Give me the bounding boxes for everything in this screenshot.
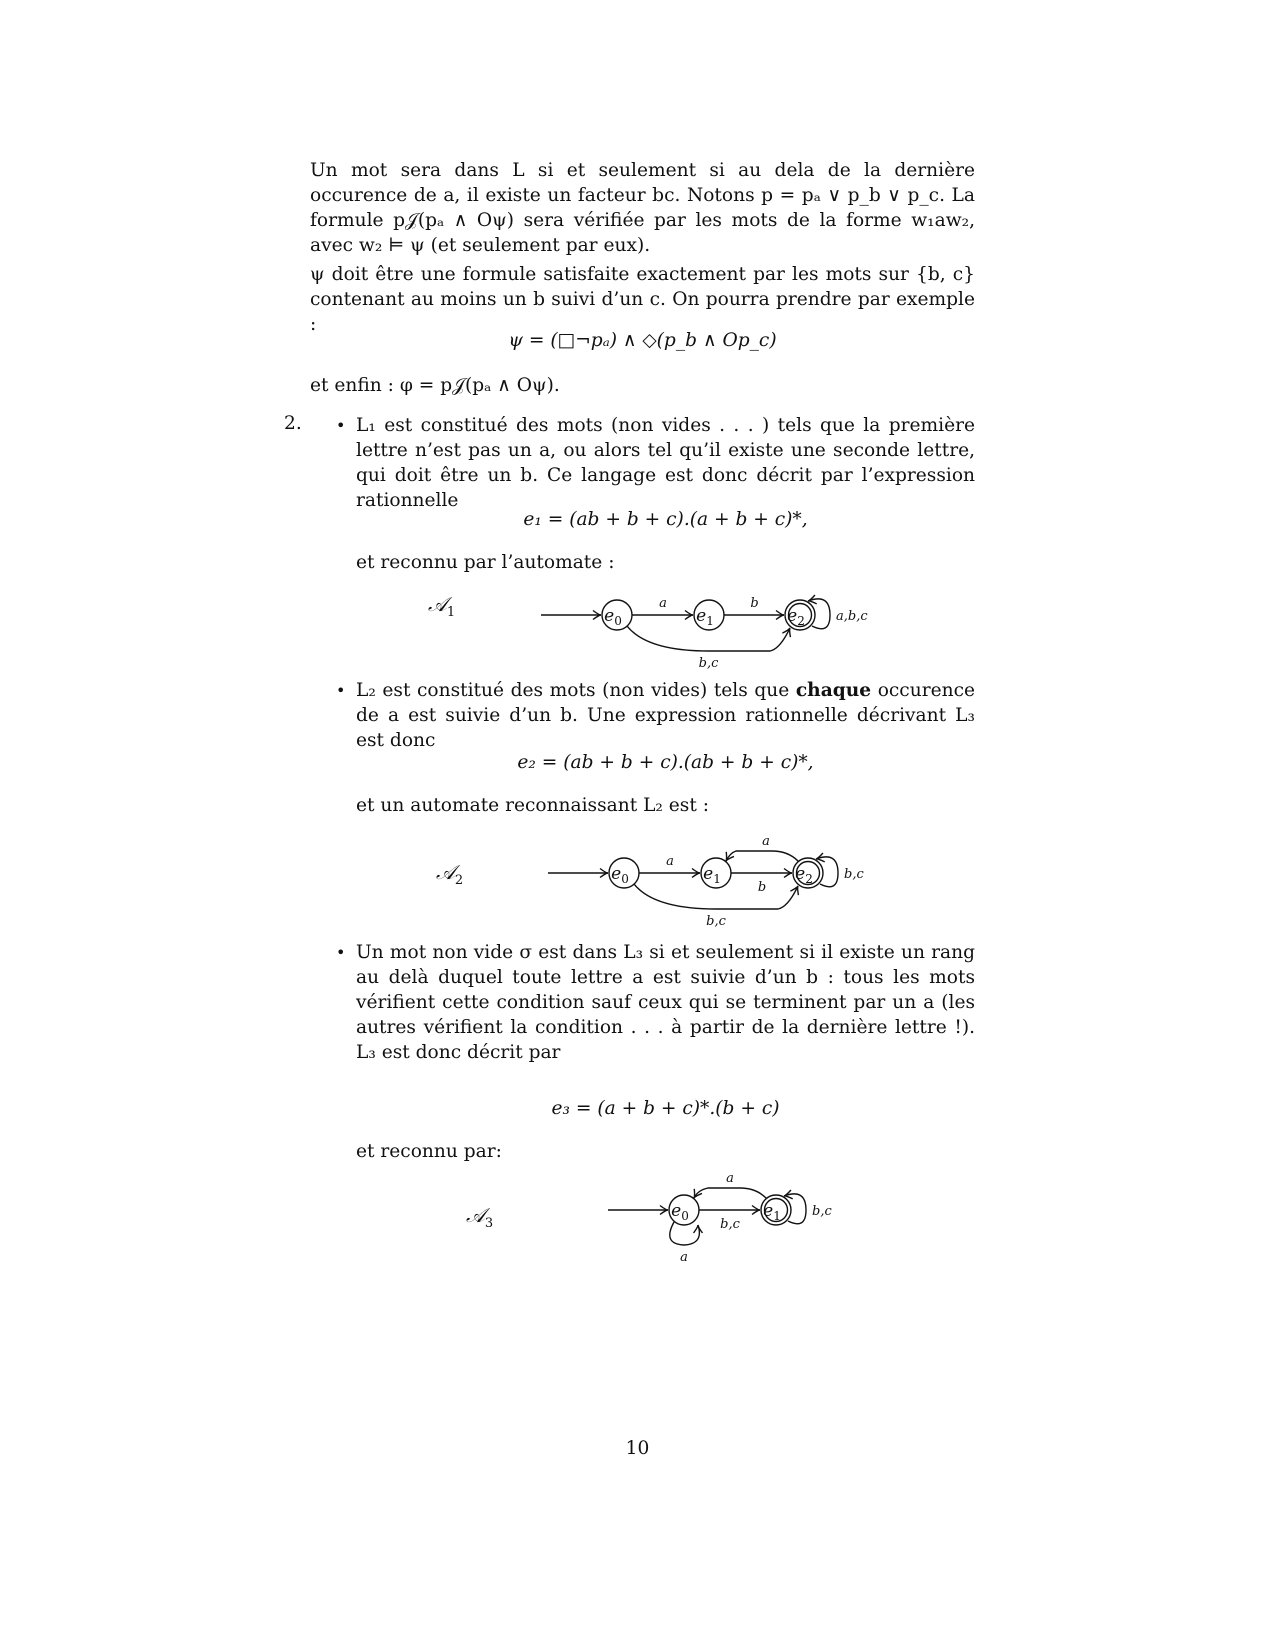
edge-label-a1-e2-loop: a,b,c: [836, 609, 868, 624]
automaton-label-letter: 𝒜: [466, 1203, 485, 1227]
emphasis-chaque: chaque: [795, 680, 872, 701]
edge-arrowhead: [694, 1225, 703, 1233]
equation-e3: e₃ = (a + b + c)*.(b + c): [551, 1098, 780, 1119]
edge-label-a1-e0-e2: b,c: [698, 656, 719, 671]
state-label-e1: $e_1$: [763, 1201, 781, 1223]
paragraph-l3: Un mot non vide σ est dans L₃ si et seulement si il existe un rang au delà duquel toute lettre a est suivie d’un b : tous les mots vérifient cette condition sauf ceux qui se terminent par un a (les autres vérifient la condition . . . à partir de la dernière lettre !). L₃ est donc décrit par: [356, 942, 975, 1063]
automaton-a3-label: [466, 1203, 493, 1231]
automaton-label-index: 3: [484, 1216, 494, 1231]
state-label-e0: $e_0$: [611, 864, 629, 886]
state-label-e0: $e_0$: [671, 1201, 689, 1223]
edge-label-a2-e0-e1: a: [666, 854, 674, 869]
automaton-a2-label: [436, 860, 463, 888]
paragraph-l2-text: L₂ est constitué des mots (non vides) tels que: [356, 680, 796, 701]
enumeration-label: 2.: [284, 413, 302, 434]
state-label-e0: $e_0$: [604, 606, 622, 628]
paragraph-l2-text-end: occurence de a est suivie d’un b. Une expression rationnelle décrivant L₃ est donc: [356, 680, 975, 751]
paragraph-l2-automaton: et un automate reconnaissant L₂ est :: [356, 795, 709, 816]
paragraph-l1: L₁ est constitué des mots (non vides . . . ) tels que la première lettre n’est pas un a, ou alors tel qu’il existe une seconde lettre, qui doit être un b. Ce langage est donc décrit par l’expression rationnelle: [356, 415, 975, 511]
bullet-marker: •: [336, 416, 346, 435]
edge-a3-e1-e0: [694, 1188, 766, 1198]
page-number: 10: [625, 1438, 650, 1459]
edge-label-a1-e1-e2: b: [750, 596, 759, 611]
automaton-label-letter: 𝒜: [436, 860, 455, 884]
paragraph-psi-definition: ψ doit être une formule satisfaite exactement par les mots sur {b, c} contenant au moins un b suivi d’un c. On pourra prendre par exemple :: [310, 264, 975, 335]
state-label-e1: $e_1$: [696, 606, 714, 628]
bullet-marker: •: [336, 943, 346, 962]
state-label-e2: $e_2$: [795, 864, 813, 886]
edge-label-a2-e1-e2: b: [757, 880, 767, 895]
state-label-e2: $e_2$: [787, 606, 805, 628]
paragraph-l3-recognized: et reconnu par:: [356, 1141, 502, 1162]
equation-psi: ψ = (□¬pₐ) ∧ ◇(p_b ∧ Op_c): [508, 330, 777, 351]
automaton-label-index: 1: [446, 605, 456, 620]
edge-label-a3-e1-e0: a: [726, 1171, 734, 1186]
paragraph-l1-recognized: et reconnu par l’automate :: [356, 552, 615, 573]
edge-label-a2-e2-e1: a: [762, 834, 770, 849]
equation-e1: e₁ = (ab + b + c).(a + b + c)*,: [523, 509, 808, 530]
automaton-label-index: 2: [454, 873, 464, 888]
edge-label-a2-e2-loop: b,c: [844, 867, 864, 882]
edge-a2-e2-e1: [726, 851, 798, 861]
edge-label-a3-e0-e1: b,c: [720, 1217, 740, 1232]
edge-label-a2-e0-e2: b,c: [706, 914, 726, 929]
automaton-label-letter: 𝒜: [428, 592, 447, 616]
state-label-e1: $e_1$: [703, 864, 721, 886]
edge-label-a1-e0-e1: a: [659, 596, 667, 611]
paragraph-l2: [356, 678, 975, 753]
paragraph-phi-result: et enfin : φ = p𝒥(pₐ ∧ Oψ).: [310, 375, 560, 396]
paragraph-language-l: Un mot sera dans L si et seulement si au dela de la dernière occurence de a, il existe un facteur bc. Notons p = pₐ ∨ p_b ∨ p_c. La formule p𝒥(pₐ ∧ Oψ) sera vérifiée par les mots de la forme w₁aw₂, avec w₂ ⊨ ψ (et seulement par eux).: [310, 160, 975, 256]
edge-label-a3-e1-loop: b,c: [812, 1204, 832, 1219]
edge-label-a3-e0-loop: a: [680, 1250, 688, 1265]
equation-e2: e₂ = (ab + b + c).(ab + b + c)*,: [517, 752, 814, 773]
bullet-marker: •: [336, 681, 346, 700]
